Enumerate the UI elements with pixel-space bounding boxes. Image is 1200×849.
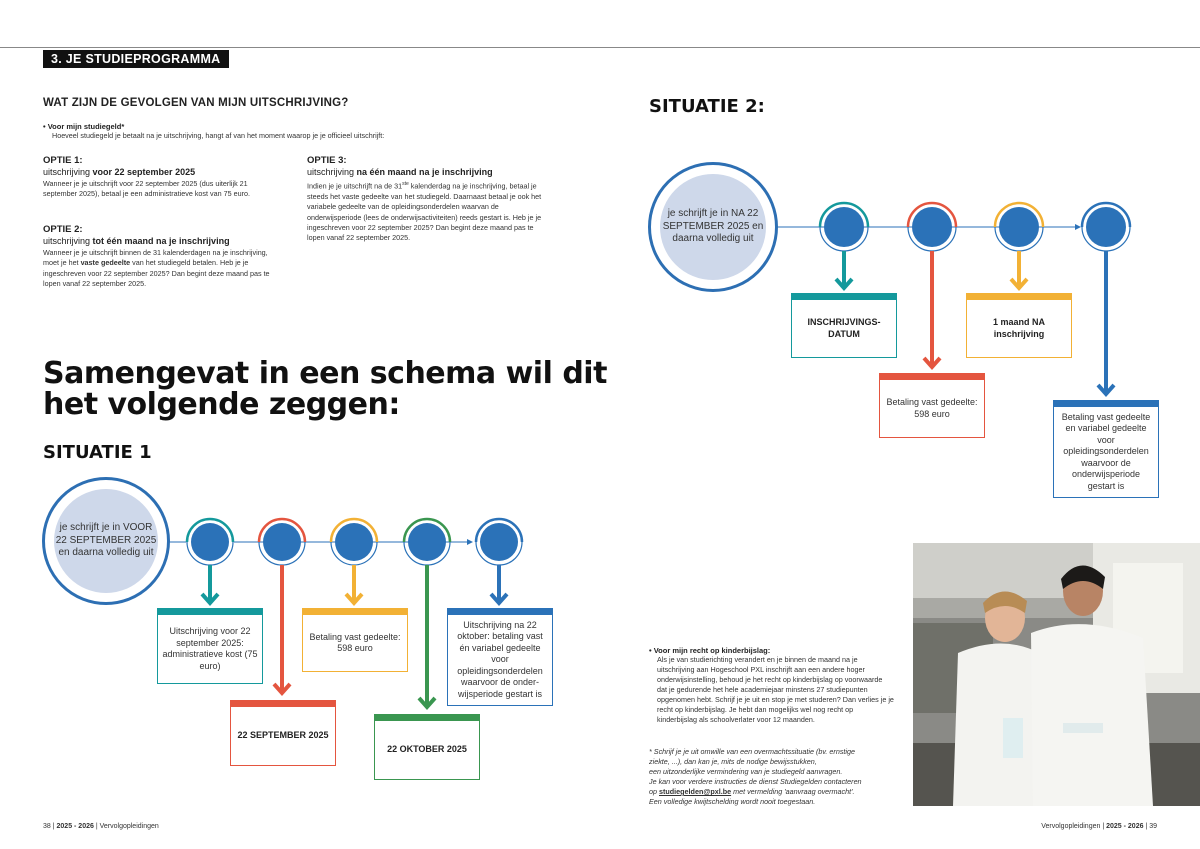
s1-node-1 [187, 519, 233, 603]
s2-node-3 [995, 203, 1043, 288]
s2-node-4 [1082, 203, 1130, 394]
option-2-title: OPTIE 2: [43, 224, 83, 235]
option-3-title: OPTIE 3: [307, 155, 347, 166]
option-1-title: OPTIE 1: [43, 155, 83, 166]
option-3-subtitle: uitschrijving na één maand na je inschrijving [307, 167, 493, 177]
footnote: * Schrijf je je uit omwille van een overmachtssituatie (bv. ernstige ziekte, ...), dan kan je, mits de nodige bewijsstukken, een uitzonderlijke vermindering van je studiegeld aanvragen. Je kan voor verdere instructies de dienst Studiegelden contacteren op studiegelden@pxl.be met vermelding 'aanvraag overmacht'. Een volledige kwijtschelding wordt nooit toegestaan. [649, 747, 862, 806]
kinderbijslag-text: Als je van studierichting verandert en je binnen de maand na je uitschrijving aan Hogeschool PXL inschrijft aan een andere hoger onderwijsinstelling, behoud je het recht op kinderbijslag op voorwaarde dat je gedurende het hele academiejaar minstens 27 studiepunten opgenomen hebt. Schrijf je je uit en stop je met studeren? Dan verlies je je recht op kinderbijslag. Je hebt dan mogelijks wel nog recht op kinderbijslag als schoolverlater voor 12 maanden. [657, 655, 894, 724]
students-lab-photo [913, 543, 1200, 806]
s2-start-circle [648, 162, 778, 292]
s1-start-circle-text: je schrijft je in VOOR 22 SEPTEMBER 2025 en daarna volledig uit [54, 489, 158, 593]
option-1-text: Wanneer je je uitschrijft voor 22 september 2025 (dus uiterlijk 21 september 2025), betaal je een administratieve kost van 75 euro. [43, 179, 250, 199]
kinderbijslag-title: • Voor mijn recht op kinderbijslag: [649, 646, 771, 655]
s2-node-2 [908, 203, 956, 367]
s2-box-3: 1 maand NA inschrijving [966, 293, 1072, 358]
kinderbijslag-block [649, 646, 894, 725]
question-heading: WAT ZIJN DE GEVOLGEN VAN MIJN UITSCHRIJVING? [43, 97, 349, 109]
s1-node-5 [476, 519, 522, 603]
email-link[interactable]: studiegelden@pxl.be [659, 787, 732, 796]
s1-node-2 [259, 519, 305, 693]
studiegeld-text: Hoeveel studiegeld je betaalt na je uitschrijving, hangt af van het moment waarop je je officieel uitschrijft: [52, 131, 385, 140]
s1-node-4 [404, 519, 450, 707]
s1-box-2: 22 SEPTEMBER 2025 [230, 700, 336, 766]
section-tag: 3. JE STUDIEPROGRAMMA [43, 50, 229, 68]
s2-box-2: Betaling vast gedeelte: 598 euro [879, 373, 985, 438]
situatie-1-heading: SITUATIE 1 [43, 442, 152, 463]
option-1-subtitle: uitschrijving voor 22 september 2025 [43, 167, 196, 177]
s1-box-4: 22 OKTOBER 2025 [374, 714, 480, 780]
s2-start-circle-text: je schrijft je in NA 22 SEPTEMBER 2025 en daarna volledig uit [660, 174, 766, 280]
summary-heading: Samengevat in een schema wil dit het volgende zeggen: [43, 356, 607, 422]
s1-node-3 [331, 519, 377, 603]
situatie-2-heading: SITUATIE 2: [649, 96, 765, 117]
footer-right: Vervolgopleidingen | 2025 - 2026 | 39 [1041, 823, 1157, 830]
option-3-text: Indien je je uitschrijft na de 31ste kalenderdag na je inschrijving, betaal je steeds het vaste gedeelte van het studiegeld. Daarnaast betaal je ook het variabele gedeelte van de opleidingsonderdelen waarvan de onderwijsperiode (lees de onderwijsactiviteiten) reeds gestart is. Heb je je ingeschreven voor 22 september 2025? Dan begint deze maand pas te lopen vanaf 22 september 2025. [307, 181, 542, 243]
studiegeld-title: • Voor mijn studiegeld* [43, 122, 125, 131]
s1-start-circle [42, 477, 170, 605]
option-2-subtitle: uitschrijving tot één maand na je inschrijving [43, 236, 230, 246]
s1-box-5: Uitschrijving na 22 oktober: betaling vast én variabel gedeelte voor opleidingsonderdelen waarvoor de onder-wijsperiode gestart is [447, 608, 553, 706]
s1-box-1: Uitschrijving voor 22 september 2025: administratieve kost (75 euro) [157, 608, 263, 684]
footer-left: 38 | 2025 - 2026 | Vervolgopleidingen [43, 823, 159, 830]
option-2-text: Wanneer je je uitschrijft binnen de 31 kalenderdagen na je inschrijving, moet je het vaste gedeelte van het studiegeld betalen. Heb je je ingeschreven voor 22 september 2025? Dan begint deze maand pas te lopen vanaf 22 september 2025. [43, 248, 270, 289]
s2-node-1 [820, 203, 868, 288]
s1-box-3: Betaling vast gedeelte: 598 euro [302, 608, 408, 672]
s2-box-4: Betaling vast gedeelte en variabel gedeelte voor opleidingsonderdelen waarvoor de onderwijsperiode gestart is [1053, 400, 1159, 498]
s2-box-1: INSCHRIJVINGS-DATUM [791, 293, 897, 358]
